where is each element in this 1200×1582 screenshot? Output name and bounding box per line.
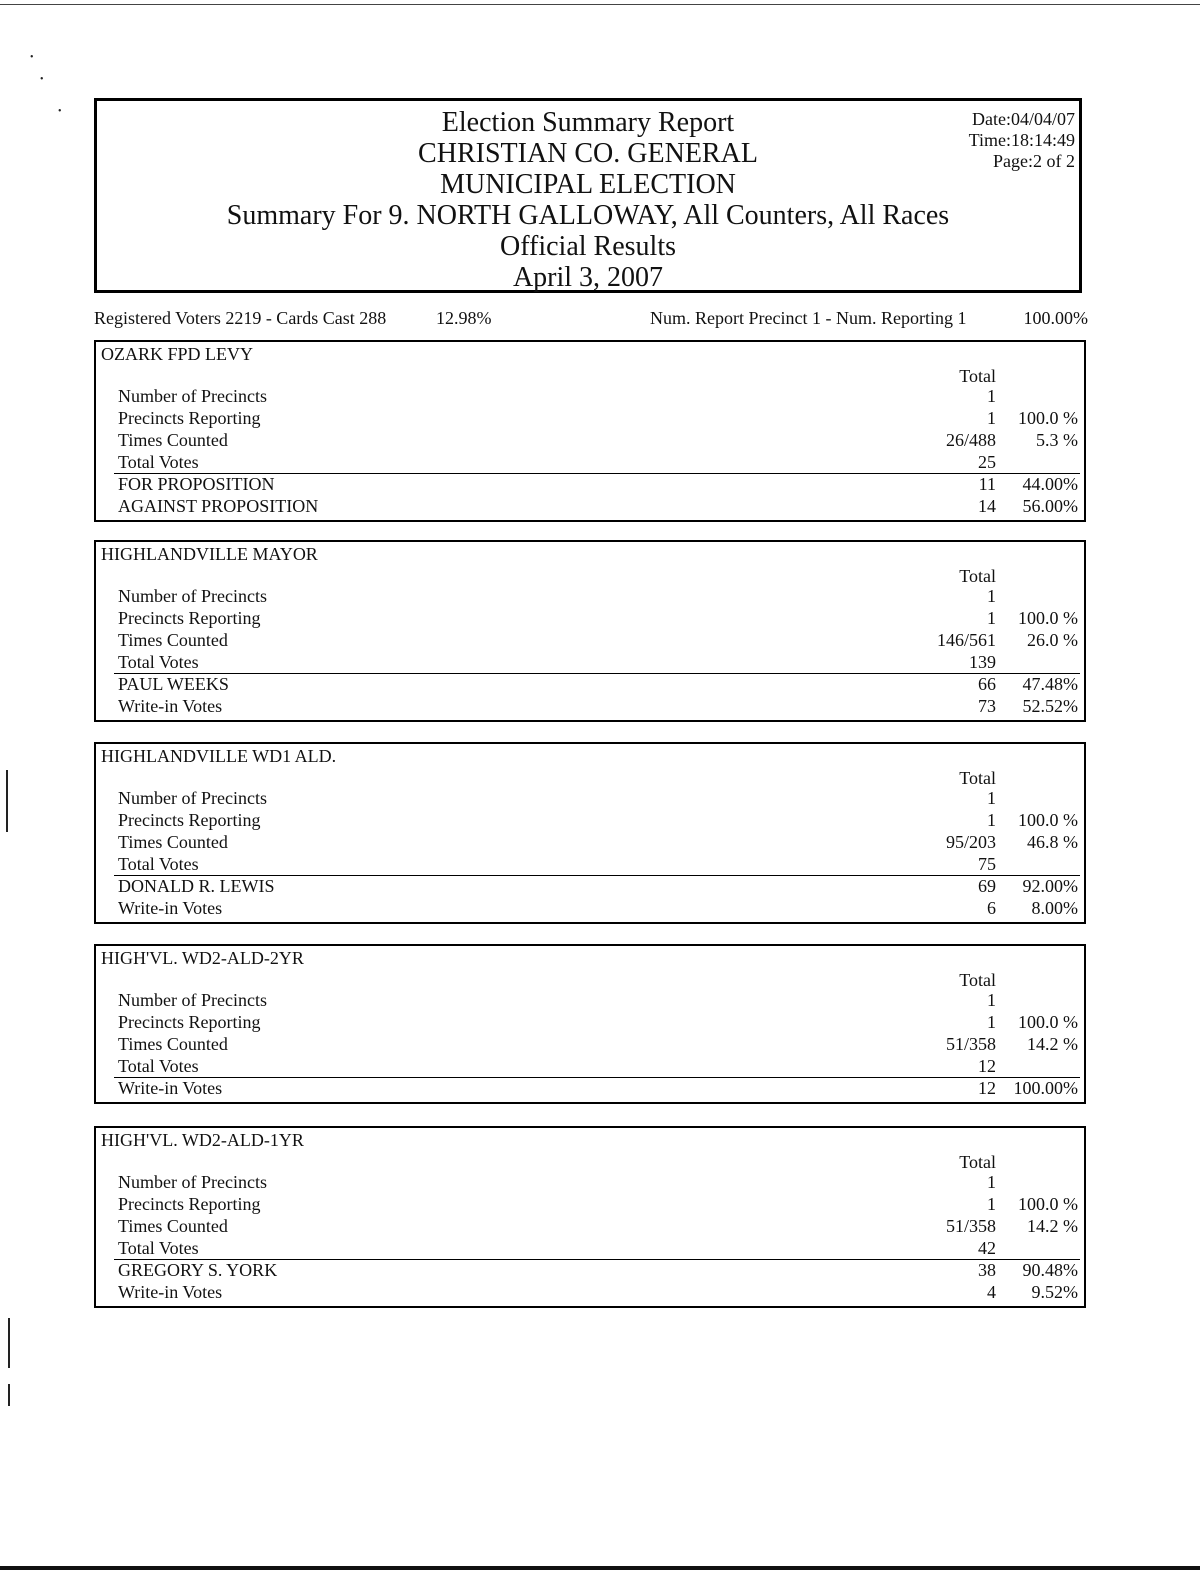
row-total: 51/358	[945, 1034, 996, 1054]
row-label: PAUL WEEKS	[118, 674, 229, 694]
candidate-row	[118, 1260, 1080, 1282]
row-total: 146/561	[936, 630, 996, 650]
stat-row	[118, 1034, 1080, 1056]
report-date: Date:04/04/07	[972, 109, 1075, 129]
turnout-percent: 12.98%	[436, 308, 492, 328]
summary-scope-line: Summary For 9. NORTH GALLOWAY, All Counters, All Races	[226, 200, 950, 231]
stat-row	[118, 832, 1080, 854]
row-label: Write-in Votes	[118, 1282, 223, 1302]
row-total: 69	[978, 876, 996, 896]
row-total: 42	[978, 1238, 996, 1258]
row-label: Number of Precincts	[118, 990, 267, 1010]
row-percent: 46.8 %	[1027, 832, 1078, 852]
row-label: Times Counted	[118, 1034, 228, 1054]
margin-mark	[6, 770, 8, 832]
race-panel	[94, 340, 1086, 522]
total-column-header: Total	[959, 566, 996, 586]
row-total: 1	[987, 810, 996, 830]
row-total: 12	[978, 1056, 996, 1076]
row-label: Total Votes	[118, 854, 199, 874]
row-total: 95/203	[945, 832, 996, 852]
race-title: OZARK FPD LEVY	[101, 344, 254, 364]
scan-speck: •	[30, 52, 34, 63]
row-total: 12	[978, 1078, 996, 1098]
race-panel	[94, 540, 1086, 722]
row-label: Precincts Reporting	[118, 1012, 261, 1032]
row-total: 4	[987, 1282, 996, 1302]
stat-row	[118, 408, 1080, 430]
row-percent: 100.0 %	[1018, 408, 1078, 428]
row-total: 38	[978, 1260, 996, 1280]
stat-row	[118, 430, 1080, 452]
candidate-row	[118, 1078, 1080, 1100]
election-date-line: April 3, 2007	[512, 262, 664, 293]
report-header	[94, 98, 1082, 293]
stat-row	[118, 1012, 1080, 1034]
row-total: 11	[978, 474, 996, 494]
stat-row	[118, 788, 1080, 810]
row-total: 1	[987, 1172, 996, 1192]
row-label: Times Counted	[118, 630, 228, 650]
row-percent: 100.0 %	[1018, 1194, 1078, 1214]
candidate-row	[118, 696, 1080, 718]
row-label: Write-in Votes	[118, 1078, 223, 1098]
race-title: HIGH'VL. WD2-ALD-1YR	[101, 1130, 304, 1150]
report-title: Election Summary Report	[441, 107, 735, 138]
row-percent: 5.3 %	[1036, 430, 1078, 450]
row-label: Times Counted	[118, 430, 228, 450]
row-total: 1	[987, 608, 996, 628]
scan-top-edge	[0, 4, 1200, 5]
row-label: Number of Precincts	[118, 586, 267, 606]
row-percent: 14.2 %	[1027, 1034, 1078, 1054]
row-percent: 52.52%	[1022, 696, 1078, 716]
race-title: HIGHLANDVILLE WD1 ALD.	[101, 746, 337, 766]
row-label: Number of Precincts	[118, 788, 267, 808]
row-percent: 9.52%	[1031, 1282, 1078, 1302]
row-total: 25	[978, 452, 996, 472]
race-panel	[94, 1126, 1086, 1308]
row-total: 1	[987, 386, 996, 406]
precinct-reporting: Num. Report Precinct 1 - Num. Reporting 1	[650, 308, 967, 328]
row-percent: 47.48%	[1022, 674, 1078, 694]
row-label: Total Votes	[118, 1056, 199, 1076]
row-percent: 44.00%	[1022, 474, 1078, 494]
report-time: Time:18:14:49	[968, 130, 1075, 150]
margin-mark	[8, 1384, 10, 1406]
row-label: Total Votes	[118, 652, 199, 672]
stat-row	[118, 1194, 1080, 1216]
row-percent: 100.0 %	[1018, 1012, 1078, 1032]
row-label: Times Counted	[118, 832, 228, 852]
stat-row	[118, 608, 1080, 630]
row-percent: 14.2 %	[1027, 1216, 1078, 1236]
row-label: Times Counted	[118, 1216, 228, 1236]
row-total: 1	[987, 788, 996, 808]
row-total: 66	[978, 674, 996, 694]
row-label: FOR PROPOSITION	[118, 474, 275, 494]
row-label: Precincts Reporting	[118, 608, 261, 628]
total-column-header: Total	[959, 366, 996, 386]
stat-row	[118, 810, 1080, 832]
stat-row	[118, 452, 1080, 474]
row-total: 75	[978, 854, 996, 874]
row-total: 1	[987, 1194, 996, 1214]
report-meta	[969, 109, 1075, 172]
stat-row	[118, 630, 1080, 652]
row-label: Number of Precincts	[118, 1172, 267, 1192]
row-percent: 100.00%	[1013, 1078, 1078, 1098]
stat-row	[118, 1172, 1080, 1194]
row-label: Precincts Reporting	[118, 408, 261, 428]
stat-row	[118, 1056, 1080, 1078]
race-title: HIGH'VL. WD2-ALD-2YR	[101, 948, 304, 968]
scan-bottom-edge	[0, 1566, 1200, 1570]
row-label: Number of Precincts	[118, 386, 267, 406]
race-title: HIGHLANDVILLE MAYOR	[101, 544, 318, 564]
row-percent: 8.00%	[1031, 898, 1078, 918]
scan-speck: •	[58, 106, 62, 117]
row-total: 1	[987, 408, 996, 428]
total-column-header: Total	[959, 1152, 996, 1172]
row-label: Total Votes	[118, 1238, 199, 1258]
page-number: Page:2 of 2	[993, 151, 1075, 171]
row-percent: 100.0 %	[1018, 810, 1078, 830]
row-total: 26/488	[945, 430, 996, 450]
margin-mark	[8, 1318, 10, 1368]
results-status-line: Official Results	[499, 231, 676, 262]
total-column-header: Total	[959, 970, 996, 990]
row-label: GREGORY S. YORK	[118, 1260, 278, 1280]
row-percent: 56.00%	[1022, 496, 1078, 516]
report-title-block	[97, 107, 1079, 293]
turnout-summary	[94, 308, 1088, 332]
row-total: 51/358	[945, 1216, 996, 1236]
candidate-row	[118, 674, 1080, 696]
precinct-reporting-percent: 100.00%	[1023, 308, 1088, 328]
candidate-row	[118, 876, 1080, 898]
row-percent: 26.0 %	[1027, 630, 1078, 650]
race-panel	[94, 944, 1086, 1104]
candidate-row	[118, 474, 1080, 496]
row-label: Total Votes	[118, 452, 199, 472]
stat-row	[118, 1238, 1080, 1260]
row-label: AGAINST PROPOSITION	[118, 496, 319, 516]
row-total: 1	[987, 990, 996, 1010]
row-total: 6	[987, 898, 996, 918]
row-total: 139	[969, 652, 996, 672]
stat-row	[118, 586, 1080, 608]
total-column-header: Total	[959, 768, 996, 788]
row-percent: 92.00%	[1022, 876, 1078, 896]
row-label: Precincts Reporting	[118, 1194, 261, 1214]
stat-row	[118, 990, 1080, 1012]
row-label: Write-in Votes	[118, 898, 223, 918]
stat-row	[118, 652, 1080, 674]
stat-row	[118, 386, 1080, 408]
race-panel	[94, 742, 1086, 924]
row-percent: 100.0 %	[1018, 608, 1078, 628]
candidate-row	[118, 496, 1080, 518]
registered-voters: Registered Voters 2219 - Cards Cast 288	[94, 308, 387, 328]
candidate-row	[118, 898, 1080, 920]
scan-speck: •	[40, 74, 44, 85]
row-total: 1	[987, 1012, 996, 1032]
election-line: MUNICIPAL ELECTION	[440, 169, 736, 200]
row-total: 1	[987, 586, 996, 606]
row-label: DONALD R. LEWIS	[118, 876, 275, 896]
row-total: 14	[978, 496, 996, 516]
stat-row	[118, 1216, 1080, 1238]
row-label: Write-in Votes	[118, 696, 223, 716]
jurisdiction-line: CHRISTIAN CO. GENERAL	[418, 138, 758, 169]
row-total: 73	[978, 696, 996, 716]
stat-row	[118, 854, 1080, 876]
row-label: Precincts Reporting	[118, 810, 261, 830]
candidate-row	[118, 1282, 1080, 1304]
row-percent: 90.48%	[1022, 1260, 1078, 1280]
